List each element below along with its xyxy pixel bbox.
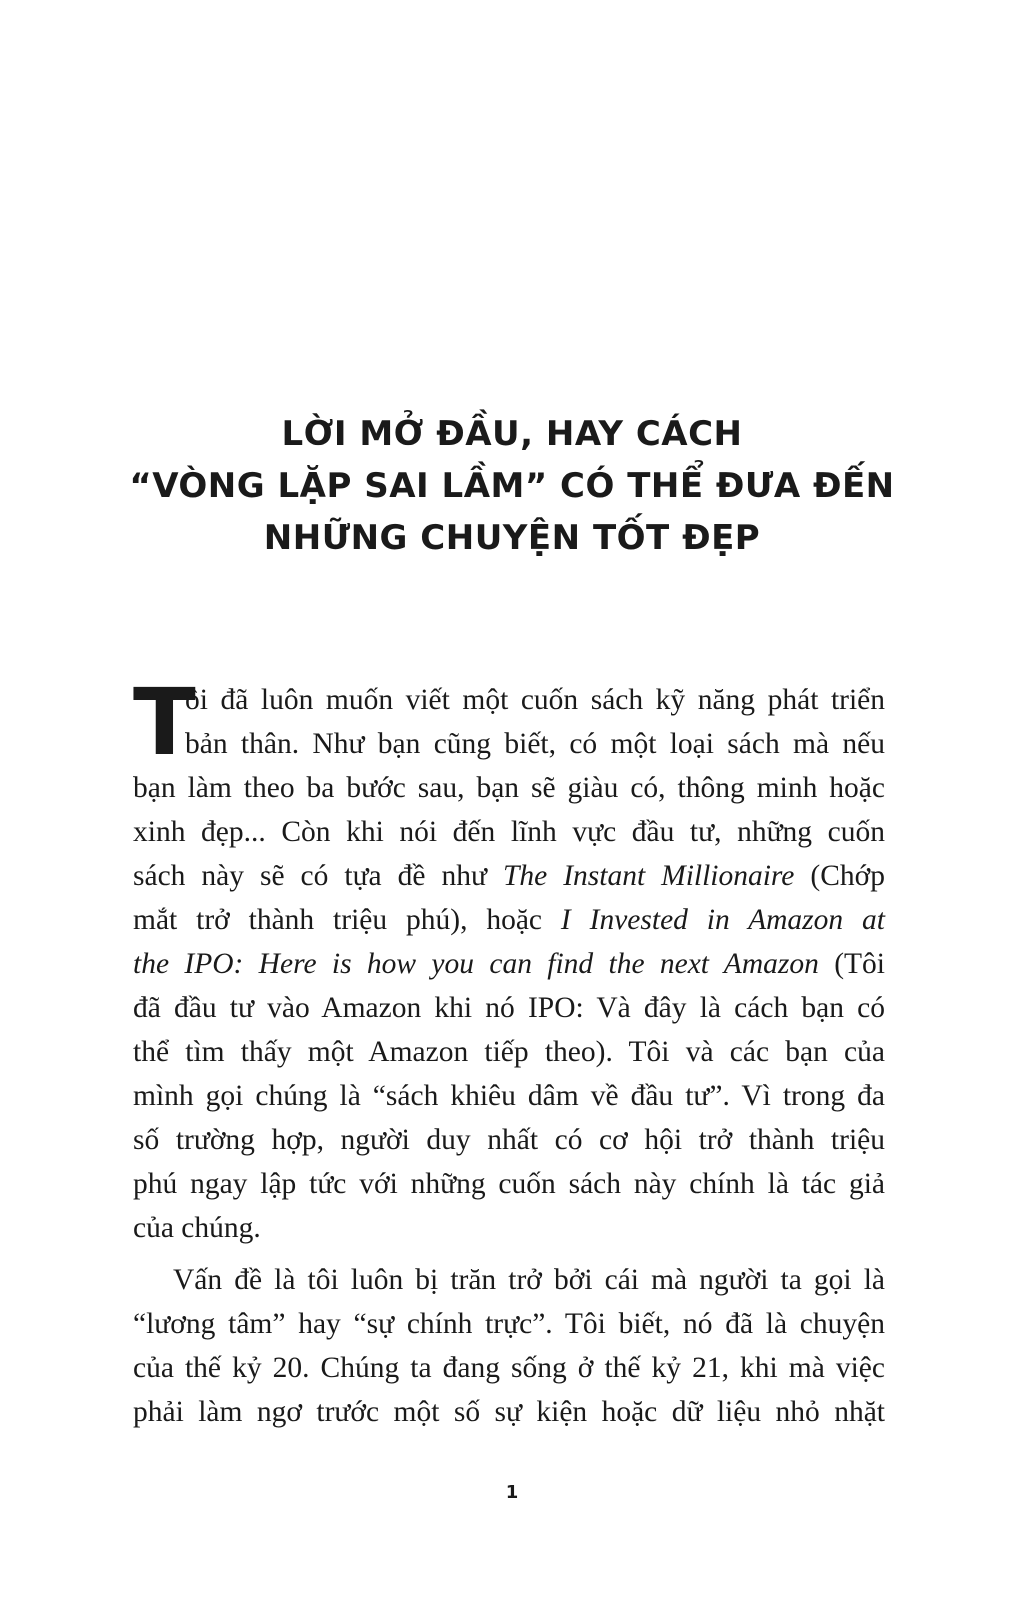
paragraph-2: [133, 1258, 885, 1434]
line-7-text-b: (Tôi: [818, 948, 885, 980]
paragraph-1-line-7: [133, 942, 885, 986]
paragraph-1-line-9: thể tìm thấy một Amazon tiếp theo). Tôi và các bạn của: [133, 1036, 885, 1068]
line-5-text-b: (Chớp: [794, 860, 885, 892]
chapter-title-line-3: NHỮNG CHUYỆN TỐT ĐẸP: [263, 518, 761, 558]
paragraph-1-line-12: phú ngay lập tức với những cuốn sách này chính là tác giả: [133, 1168, 885, 1200]
paragraph-1-line-1: ôi đã luôn muốn viết một cuốn sách kỹ năng phát triển: [185, 684, 885, 716]
paragraph-1-line-11: số trường hợp, người duy nhất có cơ hội trở thành triệu: [133, 1124, 885, 1156]
page-number: 1: [505, 1482, 519, 1503]
paragraph-1-line-4: xinh đẹp... Còn khi nói đến lĩnh vực đầu tư, những cuốn: [133, 816, 885, 848]
line-6-text-a: mắt trở thành triệu phú), hoặc: [133, 904, 561, 936]
chapter-title-line-1: LỜI MỞ ĐẦU, HAY CÁCH: [281, 414, 743, 454]
chapter-title: [112, 408, 912, 564]
book-title-invested-amazon-part-1: I Invested in Amazon at: [560, 904, 885, 936]
paragraph-1-line-13: của chúng.: [133, 1212, 261, 1244]
chapter-title-line-2: “VÒNG LẶP SAI LẦM” CÓ THỂ ĐƯA ĐẾN: [129, 466, 895, 506]
line-5-text-a: sách này sẽ có tựa đề như: [133, 860, 503, 892]
paragraph-1-line-5: [133, 854, 885, 898]
paragraph-2-line-1: Vấn đề là tôi luôn bị trăn trở bởi cái mà người ta gọi là: [173, 1264, 885, 1296]
paragraph-1-line-8: đã đầu tư vào Amazon khi nó IPO: Và đây là cách bạn có: [133, 992, 885, 1024]
paragraph-1-line-6: [133, 898, 885, 942]
paragraph-2-line-4: phải làm ngơ trước một số sự kiện hoặc dữ liệu nhỏ nhặt: [133, 1396, 885, 1428]
book-title-instant-millionaire: The Instant Millionaire: [502, 860, 795, 892]
book-title-invested-amazon-part-2: the IPO: Here is how you can find the next Amazon: [133, 948, 819, 980]
body-text: [133, 669, 885, 1434]
paragraph-2-line-3: của thế kỷ 20. Chúng ta đang sống ở thế kỷ 21, khi mà việc: [133, 1352, 885, 1384]
drop-cap: T: [133, 669, 196, 776]
paragraph-1-line-2: bản thân. Như bạn cũng biết, có một loại sách mà nếu: [185, 728, 885, 760]
paragraph-1-line-3: bạn làm theo ba bước sau, bạn sẽ giàu có, thông minh hoặc: [133, 772, 885, 804]
paragraph-1: [133, 669, 885, 1250]
paragraph-2-line-2: “lương tâm” hay “sự chính trực”. Tôi biết, nó đã là chuyện: [133, 1308, 885, 1340]
paragraph-1-line-10: mình gọi chúng là “sách khiêu dâm về đầu tư”. Vì trong đa: [133, 1080, 885, 1112]
